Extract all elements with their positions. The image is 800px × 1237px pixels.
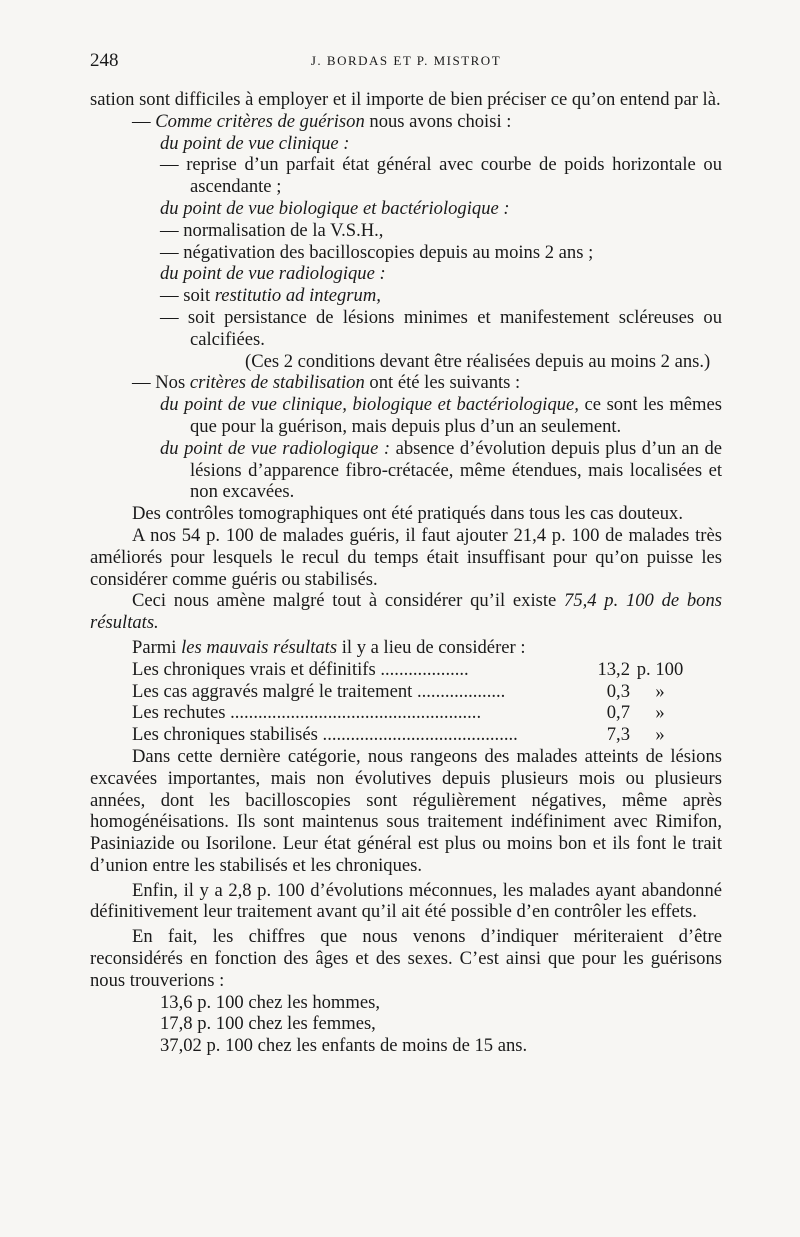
paragraph: Enfin, il y a 2,8 p. 100 d’évolutions méconnues, les malades ayant abandonné définitivement leur traitement avant qu’il ait été possible d’en contrôler les effets. <box>90 879 722 923</box>
row-value: 13,2 <box>597 658 630 680</box>
row-unit: » <box>655 702 665 724</box>
paragraph: Des contrôles tomographiques ont été pratiqués dans tous les cas douteux. <box>132 503 683 525</box>
list-item: 37,02 p. 100 chez les enfants de moins de 15 ans. <box>160 1035 528 1057</box>
clinical-heading: du point de vue clinique : <box>160 132 350 154</box>
row-label: Les rechutes ...................................................... <box>132 702 482 724</box>
row-value: 0,3 <box>606 680 630 702</box>
row-label: Les cas aggravés malgré le traitement ................... <box>132 680 506 702</box>
cure-criteria-intro: — Comme critères de guérison nous avons choisi : <box>132 110 512 132</box>
row-unit: p. 100 <box>636 658 684 680</box>
paragraph: sation sont difficiles à employer et il importe de bien préciser ce qu’on entend par là. <box>90 89 721 110</box>
paragraph: Ceci nous amène malgré tout à considérer qu’il existe 75,4 p. 100 de bons résultats. <box>90 590 722 634</box>
cure-rates-list <box>90 992 722 1057</box>
table-row <box>132 681 690 703</box>
row-unit: » <box>655 724 665 746</box>
table-row <box>132 702 690 724</box>
radio-criterion-1: — soit restitutio ad integrum, <box>160 285 381 307</box>
table-row <box>132 659 690 681</box>
stabilization-criterion-1: du point de vue clinique, biologique et bactériologique, ce sont les mêmes que pour la guérison, mais depuis plus d’un an seulement. <box>160 394 723 437</box>
bad-results-intro: Parmi les mauvais résultats il y a lieu de considérer : <box>132 636 526 658</box>
running-head: J. BORDAS ET P. MISTROT <box>310 53 502 68</box>
radio-note: (Ces 2 conditions devant être réalisées depuis au moins 2 ans.) <box>245 350 711 372</box>
table-row <box>132 724 690 746</box>
radio-criterion-2: — soit persistance de lésions minimes et manifestement scléreuses ou calcifiées. <box>160 306 722 350</box>
paragraph: A nos 54 p. 100 de malades guéris, il faut ajouter 21,4 p. 100 de malades très améliorés pour lesquels le recul du temps était insuffisant pour qu’on puisse les considérer comme guéris ou stabilisés. <box>90 524 722 590</box>
stabilization-criterion-2: du point de vue radiologique : absence d’évolution depuis plus d’un an de lésions d’apparence fibro-crétacée, même étendues, mais localisées et non excavées. <box>160 437 722 503</box>
row-unit: » <box>655 680 665 702</box>
row-label: Les chroniques stabilisés .......................................... <box>132 724 518 746</box>
list-item: 13,6 p. 100 chez les hommes, <box>160 991 380 1013</box>
page-number: 248 <box>90 50 119 71</box>
radio-heading: du point de vue radiologique : <box>160 263 386 285</box>
page-header <box>90 50 722 74</box>
bio-criterion-1: — normalisation de la V.S.H., <box>160 219 384 241</box>
clinical-criterion: — reprise d’un parfait état général avec courbe de poids horizontale ou ascendante ; <box>160 154 722 198</box>
stabilization-intro: — Nos critères de stabilisation ont été les suivants : <box>132 372 521 394</box>
bad-results-table <box>132 659 690 746</box>
bio-criterion-2: — négativation des bacilloscopies depuis au moins 2 ans ; <box>160 241 594 263</box>
bio-heading: du point de vue biologique et bactériologique : <box>160 197 510 219</box>
row-value: 7,3 <box>606 724 630 746</box>
document-body <box>90 89 722 1057</box>
list-item: 17,8 p. 100 chez les femmes, <box>160 1013 376 1035</box>
paragraph: En fait, les chiffres que nous venons d’indiquer mériteraient d’être reconsidérés en fonction des âges et des sexes. C’est ainsi que pour les guérisons nous trouverions : <box>90 926 722 991</box>
row-value: 0,7 <box>606 702 630 724</box>
paragraph: Dans cette dernière catégorie, nous rangeons des malades atteints de lésions excavées importantes, mais non évolutives depuis plusieurs mois ou plusieurs années, dont les bacilloscopies sont régulièrement négatives, même après homogénéisations. Ils sont maintenus sous traitement indéfiniment avec Rimifon, Pasiniazide ou Isorilone. Leur état général est plus ou moins bon et ils font le trait d’union entre les stabilisés et les chroniques. <box>90 745 722 876</box>
row-label: Les chroniques vrais et définitifs ................... <box>132 658 469 680</box>
